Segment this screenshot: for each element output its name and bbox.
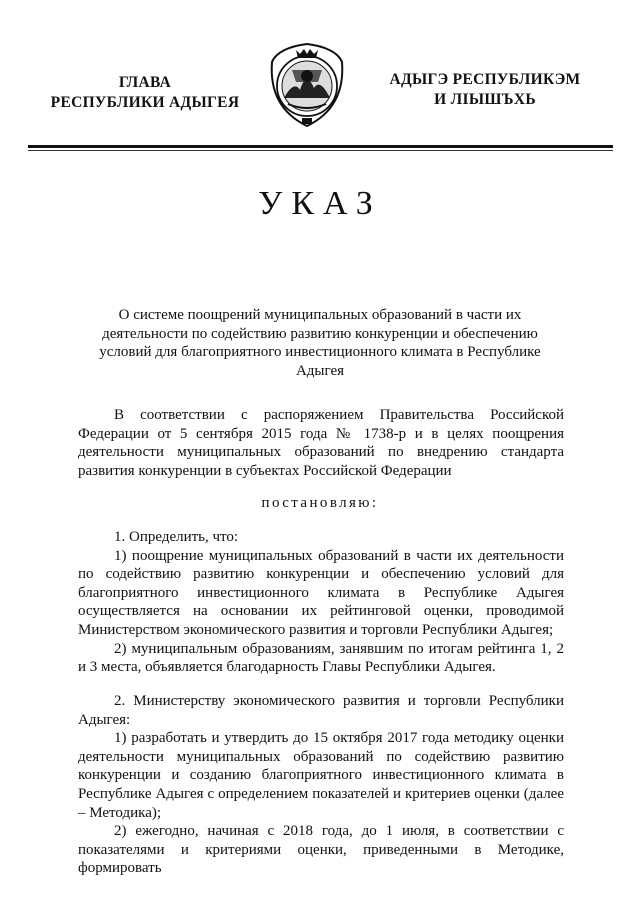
- header-rule-thin: [28, 150, 613, 151]
- header-right-line1: АДЫГЭ РЕСПУБЛИКЭМ: [389, 71, 581, 88]
- preamble-block: [78, 406, 564, 480]
- section-2-item-1: 1) разработать и утвердить до 15 октября 2017 года методику оценки деятельности муниципальных образований по содействию развитию конкуренции и созданию благоприятного инвестиционного климата в Республике Адыгея с определением показателей и критериев оценки (далее – Методика);: [78, 730, 564, 821]
- section-2: [78, 692, 564, 878]
- header-right-line2: И ЛІЫШЪХЬ: [434, 91, 536, 108]
- header-left-line2: РЕСПУБЛИКИ АДЫГЕЯ: [50, 94, 240, 111]
- section-1-lead: 1. Определить, что:: [114, 529, 239, 545]
- document-subject: О системе поощрений муниципальных образований в части их деятельности по содействию развитию конкуренции и обеспечению условий для благоприятного инвестиционного климата в Республике Адыгея: [99, 307, 541, 379]
- preamble-text: В соответствии с распоряжением Правительства Российской Федерации от 5 сентября 2015 года № 1738-р и в целях поощрения деятельности муниципальных образований по внедрению стандарта развития конкуренции в субъектах Российской Федерации: [78, 407, 564, 479]
- header-rule-thick: [28, 145, 613, 148]
- header-right: [365, 70, 605, 110]
- coat-of-arms-emblem: [266, 40, 348, 130]
- section-1: [78, 528, 564, 677]
- decree-word: постановляю:: [261, 495, 379, 511]
- section-1-item-1: 1) поощрение муниципальных образований в части их деятельности по содействию развитию конкуренции и обеспечению условий для благоприятного инвестиционного климата в Республике Адыгея осуществляется на основании их рейтинговой оценки, проводимой Министерством экономического развития и торговли Республики Адыгея;: [78, 547, 564, 638]
- section-2-item-2: 2) ежегодно, начиная с 2018 года, до 1 июля, в соответствии с показателями и критериями оценки, приведенными в Методике, формировать: [78, 823, 564, 877]
- header-left-line1: ГЛАВА: [118, 74, 172, 91]
- section-2-lead: 2. Министерству экономического развития и торговли Республики Адыгея:: [78, 693, 564, 728]
- section-1-item-2: 2) муниципальным образованиям, занявшим по итогам рейтинга 1, 2 и 3 места, объявляется благодарность Главы Республики Адыгея.: [78, 640, 564, 676]
- document-title: УКАЗ: [258, 185, 382, 222]
- header-left: [30, 73, 260, 113]
